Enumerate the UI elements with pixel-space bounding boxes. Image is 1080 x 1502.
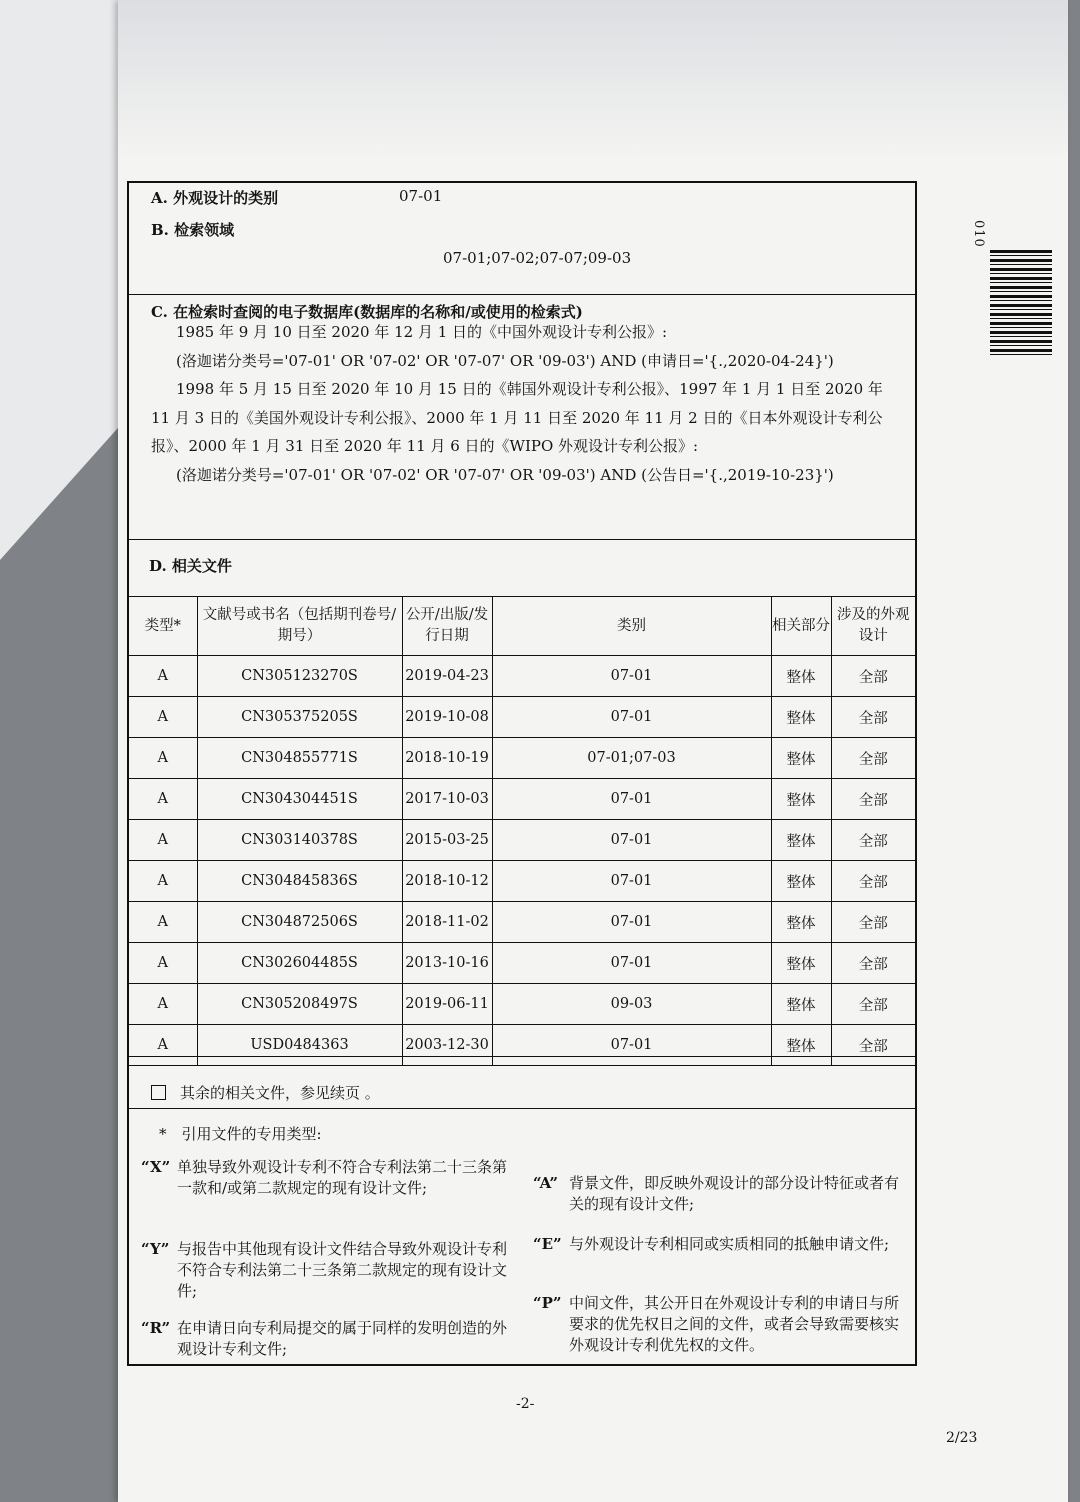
table-row: A CN304304451S 2017-10-03 07-01 整体 全部 (129, 779, 915, 820)
page-count: 2/23 (946, 1430, 978, 1446)
barcode-number: 010 (971, 220, 986, 248)
table-row: A CN302604485S 2013-10-16 07-01 整体 全部 (129, 943, 915, 984)
note-x: “X” 单独导致外观设计专利不符合专利法第二十三条第一款和/或第二款规定的现有设计文件; (141, 1158, 508, 1197)
note-a: “A” 背景文件，即反映外观设计的部分设计特征或者有关的现有设计文件; (533, 1174, 900, 1213)
section-a-value: 07-01 (399, 187, 443, 205)
report-frame (127, 181, 917, 1366)
note-r: “R” 在申请日向专利局提交的属于同样的发明创造的外观设计专利文件; (141, 1319, 508, 1358)
related-documents-table (129, 596, 915, 1066)
more-documents-line (151, 1082, 380, 1103)
header-part: 相关部分 (771, 597, 831, 656)
more-documents-checkbox[interactable] (151, 1085, 166, 1100)
table-row: A USD0484363 2003-12-30 07-01 整体 全部 (129, 1025, 915, 1066)
more-documents-text: 其余的相关文件，参见续页 。 (180, 1084, 380, 1102)
header-doc: 文献号或书名（包括期刊卷号/期号） (197, 597, 402, 656)
table-row: A CN304855771S 2018-10-19 07-01;07-03 整体 全部 (129, 738, 915, 779)
table-header-row (129, 597, 915, 656)
citation-types-title: * 引用文件的专用类型: (159, 1125, 322, 1143)
table-row: A CN305208497S 2019-06-11 09-03 整体 全部 (129, 984, 915, 1025)
note-p: “P” 中间文件，其公开日在外观设计专利的申请日与所要求的优先权日之间的文件，或者会导致需要核实外观设计专利优先权的文件。 (533, 1294, 900, 1354)
report-page (118, 0, 1068, 1502)
table-row: A CN303140378S 2015-03-25 07-01 整体 全部 (129, 820, 915, 861)
header-date: 公开/出版/发行日期 (402, 597, 492, 656)
barcode-icon (990, 250, 1052, 358)
query-foreign: (洛迦诺分类号='07-01' OR '07-02' OR '07-07' OR '09-03') AND (公告日='{.,2019-10-23}') (176, 465, 834, 484)
section-b-value: 07-01;07-02;07-07;09-03 (443, 249, 632, 267)
table-row: A CN305375205S 2019-10-08 07-01 整体 全部 (129, 697, 915, 738)
header-type: 类型* (129, 597, 197, 656)
note-e: “E” 与外观设计专利相同或实质相同的抵触申请文件; (533, 1235, 890, 1253)
database-foreign: 1998 年 5 月 15 日至 2020 年 10 月 15 日的《韩国外观设计专利公报》、1997 年 1 月 1 日至 2020 年 11 月 3 日的《美国外观设计专利公报》、2000 年 1 月 11 日至 2020 年 11 月 2 日的《日本外观设计专利公报》、2000 年 1 月 31 日至 2020 年 11 月 6 日的《WIPO 外观设计专利公报》: (151, 380, 883, 455)
section-b-label: B. 检索领域 (151, 221, 235, 239)
section-c (129, 295, 915, 540)
table-row: A CN304845836S 2018-10-12 07-01 整体 全部 (129, 861, 915, 902)
section-d-label: D. 相关文件 (149, 557, 232, 575)
database-list (151, 318, 905, 489)
table-row: A CN305123270S 2019-04-23 07-01 整体 全部 (129, 656, 915, 697)
section-a-label: A. 外观设计的类别 (151, 189, 279, 207)
query-china: (洛迦诺分类号='07-01' OR '07-02' OR '07-07' OR '09-03') AND (申请日='{.,2020-04-24}') (176, 351, 834, 370)
header-class: 类别 (492, 597, 771, 656)
table-row: A CN304872506S 2018-11-02 07-01 整体 全部 (129, 902, 915, 943)
section-c-label: C. 在检索时查阅的电子数据库(数据库的名称和/或使用的检索式) (151, 303, 583, 321)
page-number: -2- (516, 1396, 535, 1412)
note-y: “Y” 与报告中其他现有设计文件结合导致外观设计专利不符合专利法第二十三条第二款规定的现有设计文件; (141, 1240, 508, 1300)
section-ab (129, 183, 915, 295)
header-design: 涉及的外观设计 (831, 597, 915, 656)
database-china: 1985 年 9 月 10 日至 2020 年 12 月 1 日的《中国外观设计专利公报》: (176, 323, 668, 341)
